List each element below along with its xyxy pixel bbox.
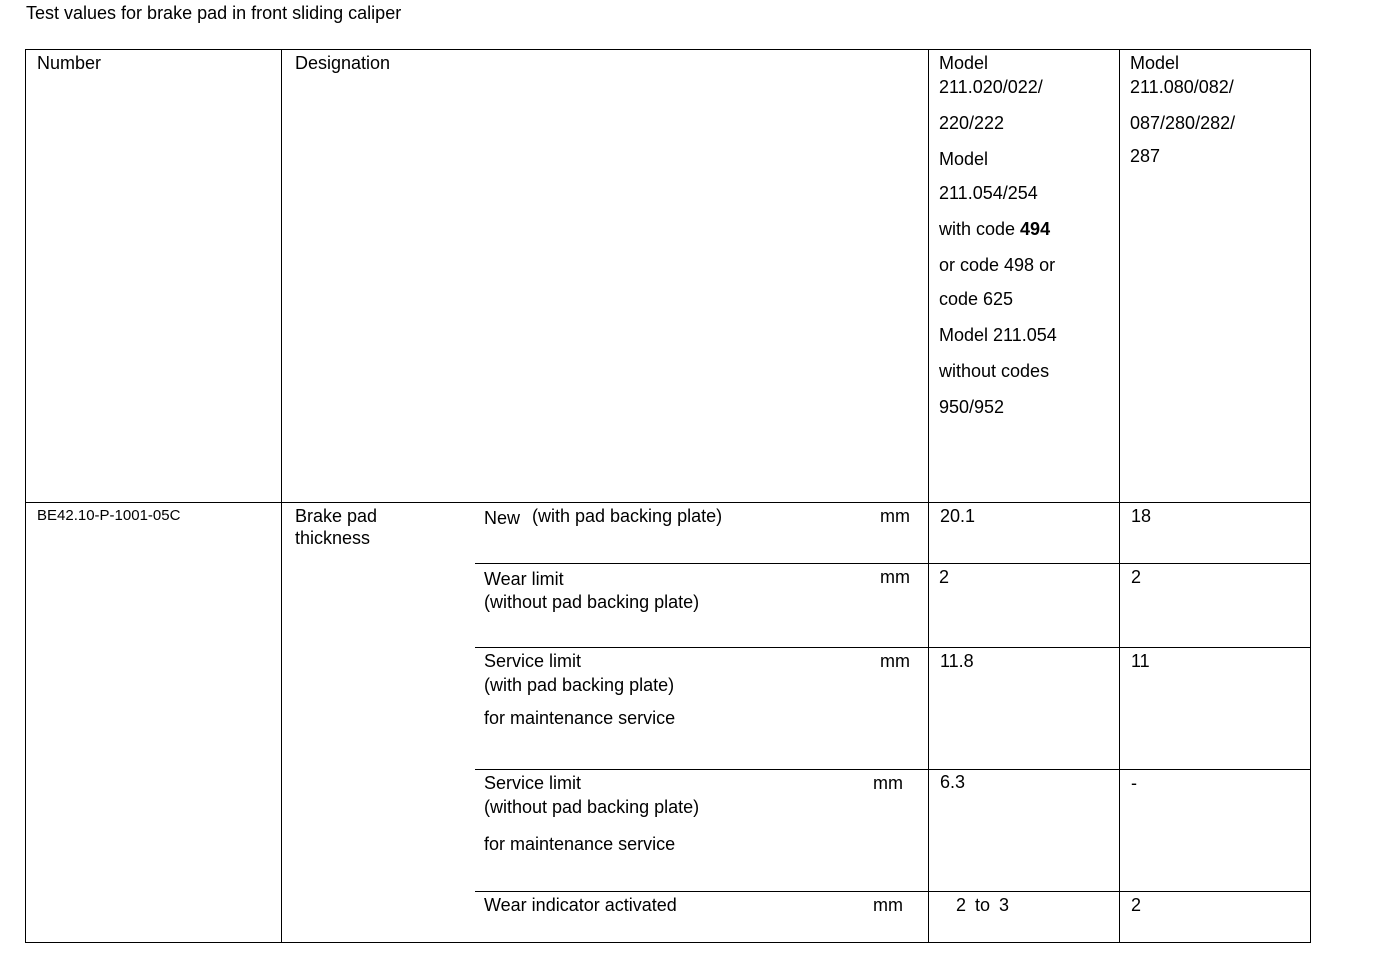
row-value-col2: 2 — [1131, 895, 1142, 915]
row-label: New — [484, 508, 521, 528]
header-col1-text: with code — [939, 219, 1021, 239]
row-value-col2: 18 — [1131, 506, 1152, 526]
part-number: BE42.10-P-1001-05C — [37, 507, 181, 524]
row-value-col1: 6.3 — [940, 772, 966, 792]
row-label: Service limit — [484, 651, 582, 671]
row-unit: mm — [873, 773, 903, 793]
divider — [475, 769, 1311, 770]
header-col1-line: code 625 — [939, 289, 1014, 309]
header-col2-line: 211.080/082/ — [1130, 77, 1234, 97]
header-col1-line: 950/952 — [939, 397, 1005, 417]
header-col1-line: Model 211.054 — [939, 325, 1057, 345]
row-unit: mm — [873, 895, 903, 915]
header-col1-line: without codes — [939, 361, 1050, 381]
row-label-line3: for maintenance service — [484, 834, 676, 854]
divider — [281, 49, 282, 943]
row-value-col2: 11 — [1131, 651, 1150, 671]
header-col2-line: 287 — [1130, 146, 1161, 166]
row-value-col1: 11.8 — [940, 651, 974, 671]
row-label: Wear indicator activated — [484, 895, 677, 915]
divider — [928, 49, 929, 943]
header-designation: Designation — [295, 53, 391, 73]
row-label-line2: (without pad backing plate) — [484, 592, 700, 612]
row-label: Service limit — [484, 773, 582, 793]
divider — [475, 647, 1311, 648]
header-col1-line: 211.020/022/ — [939, 77, 1043, 97]
header-col1-code: 494 — [1020, 219, 1051, 239]
header-col1-line: 220/222 — [939, 113, 1005, 133]
header-col2-line: Model — [1130, 53, 1180, 73]
divider — [25, 502, 1311, 503]
header-col1-line — [939, 218, 1057, 254]
header-col1-line: 211.054/254 — [939, 183, 1038, 203]
row-value-col1: 2 to 3 — [956, 895, 1010, 915]
divider — [475, 563, 1311, 564]
header-col1-line: Model — [939, 149, 989, 169]
row-value-col2: 2 — [1131, 567, 1142, 587]
row-unit: mm — [880, 651, 910, 671]
row-unit: mm — [880, 567, 910, 587]
header-col1-line: or code 498 or — [939, 255, 1056, 275]
page-title: Test values for brake pad in front sliding caliper — [26, 3, 402, 23]
divider — [475, 891, 1311, 892]
header-col1-line: Model — [939, 53, 989, 73]
header-model-col2 — [1130, 52, 1235, 181]
row-label-extra: (with pad backing plate) — [532, 506, 723, 526]
row-label: Wear limit — [484, 569, 564, 589]
designation-line: thickness — [295, 528, 371, 548]
row-unit: mm — [880, 506, 910, 526]
row-label-line2: (with pad backing plate) — [484, 675, 675, 695]
row-label-line2: (without pad backing plate) — [484, 797, 700, 817]
row-value-col1: 20.1 — [940, 506, 976, 526]
divider — [1119, 49, 1120, 943]
header-col2-line: 087/280/282/ — [1130, 113, 1236, 133]
row-value-col1: 2 — [939, 567, 950, 587]
row-value-col2: - — [1131, 773, 1137, 793]
header-number: Number — [37, 53, 102, 73]
designation-line: Brake pad — [295, 506, 378, 526]
row-label-line3: for maintenance service — [484, 708, 676, 728]
header-model-col1 — [939, 52, 1057, 432]
